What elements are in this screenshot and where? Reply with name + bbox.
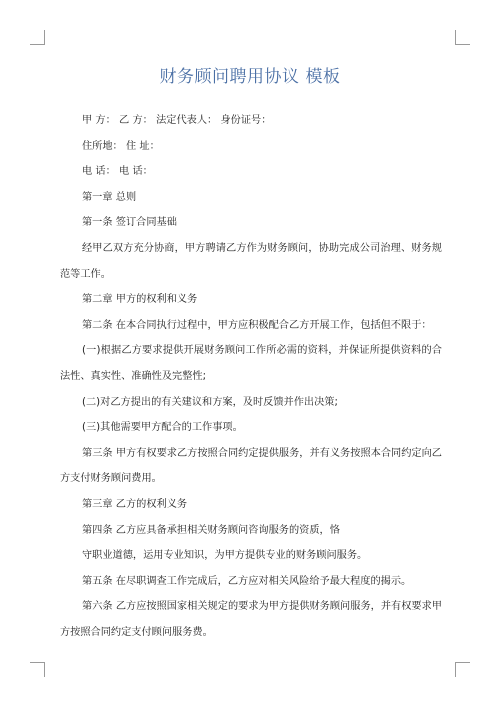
chapter-heading: 第三章 乙方的权利义务	[82, 498, 188, 510]
crop-mark-bottom-right	[455, 662, 470, 677]
chapter-heading: 第二章 甲方的权利和义务	[82, 294, 198, 306]
article-paragraph: 第四条 乙方应具备承担相关财务顾问咨询服务的资质，恪	[82, 524, 340, 536]
phone-line: 电 话： 电 话：	[82, 166, 153, 178]
body-paragraph: 守职业道德，运用专业知识，为甲方提供专业的财务顾问服务。	[82, 550, 368, 562]
list-item: (一)根据乙方要求提供开展财务顾问工作所必需的资料，并保证所提供资料的合法性、真实性、准确性及完整性;	[60, 345, 442, 382]
list-item: (二)对乙方提出的有关建议和方案，及时反馈并作出决策;	[82, 396, 338, 408]
list-item: (三)其他需要甲方配合的工作事项。	[82, 422, 243, 434]
article-paragraph: 第三条 甲方有权要求乙方按照合同约定提供服务，并有义务按照本合同约定向乙方支付财务顾问费用。	[60, 447, 442, 485]
crop-mark-top-left	[30, 30, 45, 45]
crop-mark-top-right	[455, 30, 470, 45]
article-paragraph: 第五条 在尽职调查工作完成后，乙方应对相关风险给予最大程度的揭示。	[82, 575, 412, 587]
article-paragraph: 第一条 签订合同基础	[82, 217, 177, 229]
article-paragraph: 第六条 乙方应按照国家相关规定的要求为甲方提供财务顾问服务，并有权要求甲方按照合同约定支付顾问服务费。	[60, 601, 442, 638]
chapter-heading: 第一章 总则	[82, 191, 137, 203]
body-paragraph: 经甲乙双方充分协商，甲方聘请乙方作为财务顾问，协助完成公司治理、财务规范等工作。	[60, 242, 442, 280]
address-line: 住所地： 住 址：	[82, 140, 160, 152]
party-line: 甲 方： 乙 方： 法定代表人： 身份证号：	[82, 115, 272, 126]
document-body	[60, 108, 442, 645]
article-paragraph: 第二条 在本合同执行过程中，甲方应积极配合乙方开展工作，包括但不限于：	[82, 319, 432, 331]
document-title: 财务顾问聘用协议 模板	[159, 67, 341, 87]
crop-mark-bottom-left	[30, 662, 45, 677]
